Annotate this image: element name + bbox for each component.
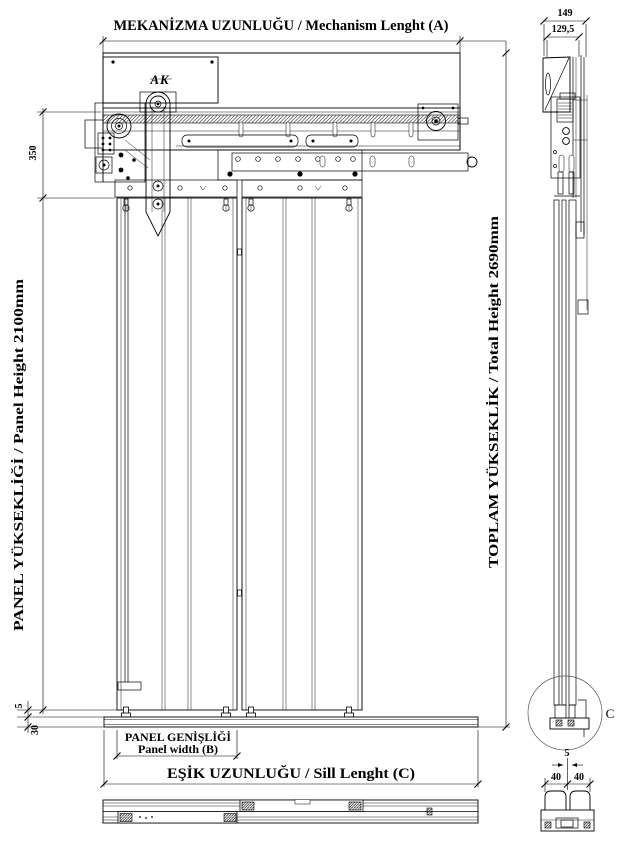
belt-clamps — [182, 135, 358, 147]
depth-total-dim: 149 — [557, 8, 573, 19]
track-left-dim: 40 — [551, 772, 561, 783]
plan-front-panel — [118, 812, 237, 824]
total-height-label: TOPLAM YÜKSEKLİK / Total Height 2690mm — [487, 279, 502, 568]
plan-stop-block — [427, 808, 432, 815]
guide-shoes — [122, 707, 354, 717]
panel-width-label-en: Panel width (B) — [137, 742, 219, 756]
panel-width-label-tr: PANEL GENİŞLİĞİ — [124, 730, 232, 744]
side-view — [528, 8, 614, 750]
detail-circle — [528, 676, 602, 750]
panel-height-label: PANEL YÜKSEKLİĞİ / Panel Height 2100mm — [12, 349, 27, 631]
brand-logo: AK — [150, 72, 170, 87]
side-hanger — [551, 93, 580, 196]
drive-belt — [103, 115, 460, 123]
sill-front — [104, 717, 478, 727]
hanger-plate — [218, 150, 477, 180]
cam-foot — [118, 682, 141, 690]
panel-gap-dim: 5 — [564, 748, 570, 759]
track-right-dim: 40 — [574, 772, 584, 783]
mechanism-assembly — [85, 53, 477, 236]
hanger-height-dim: 350 — [28, 145, 39, 161]
sill-length-label: EŞİK UZUNLUĞU / Sill Lenght (C) — [167, 766, 400, 782]
sill-height-dim: 30 — [30, 725, 41, 735]
bar-end-ring — [467, 157, 477, 167]
panel-sill-gap-dim: 5 — [14, 703, 25, 709]
mechanism-length-label: MEKANİZMA UZUNLUĞU / Mechanism Lenght (A) — [113, 18, 461, 34]
tensioner-arm — [140, 92, 176, 236]
side-cover — [543, 57, 570, 112]
sill-plan-view — [103, 800, 478, 824]
side-sill-section — [550, 700, 589, 737]
detail-label: C — [605, 706, 615, 721]
plan-rear-panel — [240, 800, 363, 812]
door-panels — [117, 198, 362, 717]
track-rail — [103, 108, 460, 150]
sill-section-view — [541, 748, 594, 831]
side-panels — [554, 200, 576, 705]
depth-cover-dim: 129,5 — [551, 24, 575, 35]
left-panel — [117, 198, 237, 710]
right-panel — [242, 198, 362, 710]
